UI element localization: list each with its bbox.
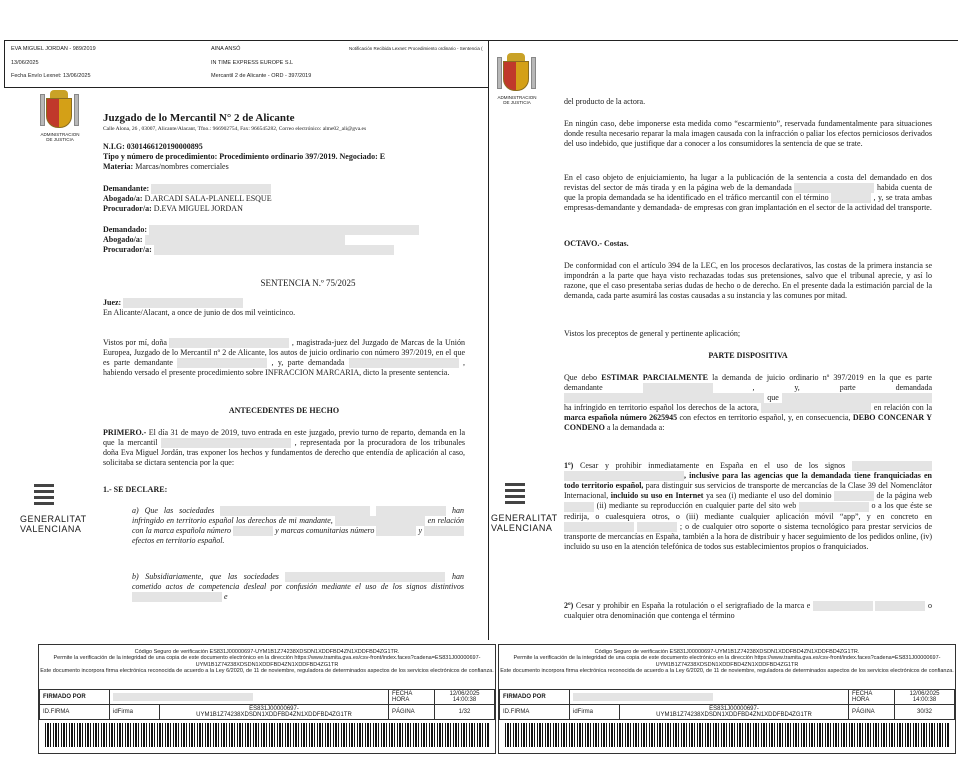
redacted-text xyxy=(169,338,289,348)
footer-text xyxy=(499,649,955,674)
fecha-value: 12/06/2025 14:00:38 xyxy=(435,690,495,705)
redacted-text xyxy=(637,522,677,532)
barcode-icon xyxy=(505,723,949,747)
item-label: 1º) xyxy=(564,461,574,470)
judge-block xyxy=(103,298,513,318)
redacted-text xyxy=(376,506,446,516)
redacted-text xyxy=(285,572,445,582)
generalitat-logo-icon xyxy=(491,479,571,549)
fecha-hora-label: FECHA HORA xyxy=(389,690,435,705)
text-span: Vistos por mí, doña xyxy=(103,338,167,347)
text-span: , y, parte demandada xyxy=(752,383,932,392)
signature-table xyxy=(39,689,495,720)
lexnet-header xyxy=(4,40,530,88)
document-page-left xyxy=(0,0,530,640)
text-span: En el caso objeto de enjuiciamiento, ha lugar a la publicación de la sentencia a costa del demandado en dos revistas del sector de más tirada y en la página web de la demandada xyxy=(564,173,932,192)
footer-text xyxy=(39,649,495,674)
text-span: para distinguir sus servicios de transporte de mercancías de la Clase 39 del Nomenclátor Internacional, xyxy=(564,481,933,501)
sentencia-title: SENTENCIA N.º 75/2025 xyxy=(260,278,356,288)
fecha-hora-label: FECHA HORA xyxy=(849,690,895,705)
text-span: , y, parte demandada xyxy=(271,358,345,368)
r-paragraph-8 xyxy=(564,601,932,621)
paragraph-vistos xyxy=(103,338,465,378)
text-span: que xyxy=(767,393,779,403)
justice-crest-icon xyxy=(40,88,80,148)
text-span: o a los que éste se redirija, o cualesquiera otros, o (iii) mediante cualquier aplicación móvil “app”, y en concreto en xyxy=(564,501,933,521)
materia-label: Materia: xyxy=(103,162,134,171)
text-span: en relación con la marca española número xyxy=(132,516,465,536)
abogado-label: Abogado/a: xyxy=(103,194,143,204)
r-paragraph-2: En ningún caso, debe imponerse esta medida como “escarmiento”, reservada fundamentalmente para situaciones donde resulta necesario reparar la mala imagen causada con la infracción o paliar los efectos perniciosos derivados del uso indebido, que justifique dar a conocer a los consumidores la sentencia de que se trate. xyxy=(564,119,932,148)
generalitat-name: GENERALITAT VALENCIANA xyxy=(491,513,558,533)
redacted-text xyxy=(573,693,713,701)
signer-cell xyxy=(110,690,389,705)
item-label: a) xyxy=(132,506,139,515)
firma-line: Este documento incorpora firma electrónica reconocida de acuerdo a la Ley 6/2020, de 11 de noviembre, reguladora de determinados aspectos de los servicios electrónicos de confianza. xyxy=(40,667,494,674)
court-address: Calle Alona, 26 , 03007, Alicante/Alacant, Tfno.: 966902754, Fax: 966545282, Correo electrónico: alme02_ali@gva.es xyxy=(103,126,367,132)
redacted-text xyxy=(161,438,291,448)
redacted-text xyxy=(643,383,713,393)
header-notification: Notificación Recibida Lexnet: Procedimiento ordinario - Sentencia ( xyxy=(349,46,483,51)
text-span: Cesar y prohibir inmediatamente en España en el uso de los signos xyxy=(573,461,846,470)
text-span: incluido su uso en Internet xyxy=(610,491,704,501)
redacted-text xyxy=(564,522,634,532)
text-span: DEBO CONCENAR Y CONDENO xyxy=(564,413,933,433)
firmado-por-label: FIRMADO POR xyxy=(500,690,570,705)
id-firma-label: ID.FIRMA xyxy=(40,705,110,720)
text-span: ya sea (i) mediante el uso del dominio xyxy=(703,491,832,501)
id-firma-label: ID.FIRMA xyxy=(500,705,570,720)
antecedentes-heading: ANTECEDENTES DE HECHO xyxy=(228,406,340,415)
r-paragraph-1: del producto de la actora. xyxy=(564,97,646,106)
text-span: efectos en territorio español. xyxy=(132,536,225,546)
redacted-text xyxy=(799,502,869,512)
id-firma-sublabel: idFirma xyxy=(570,705,620,720)
text-span: y marcas comunitarias número xyxy=(275,526,375,536)
redacted-text xyxy=(349,358,459,368)
text-span: han infringido en territorio español los derechos de mi mandante, xyxy=(132,506,465,526)
header-company: IN TIME EXPRESS EUROPE S.L xyxy=(211,60,294,66)
text-span: Que debo xyxy=(564,373,602,382)
text-span: con efectos en territorio español, y, en consecuencia, xyxy=(677,413,853,423)
verification-footer-left xyxy=(38,644,496,754)
redacted-text xyxy=(113,693,253,701)
redacted-text xyxy=(564,393,764,403)
id-value: ES831J00000697- UYM1B1Z74238XDSDN1XDDFBD4ZN1XDDFBD4ZG1TR xyxy=(620,705,849,720)
procurador-label: Procurador/a: xyxy=(103,204,152,214)
procurador-value: D.EVA MIGUEL JORDAN xyxy=(153,204,243,214)
octavo-heading: OCTAVO.- Costas. xyxy=(564,239,629,248)
court-title: Juzgado de lo Mercantil N° 2 de Alicante xyxy=(103,112,295,124)
justice-crest-icon xyxy=(497,51,537,111)
id-firma-sublabel: idFirma xyxy=(110,705,160,720)
redacted-text xyxy=(149,225,419,235)
redacted-text xyxy=(220,506,370,516)
header-name: AINA ANSÓ xyxy=(211,46,241,52)
court-heading xyxy=(103,112,513,134)
pagina-value: 30/32 xyxy=(895,705,955,720)
text-span: , y, se trata ambas empresas-demandante y demandada- de empresas con gran implantación en el sector de la actividad del transporte. xyxy=(564,193,933,213)
redacted-text xyxy=(831,193,871,203)
text-span: en relación con la xyxy=(873,403,932,413)
barcode-icon xyxy=(45,723,489,747)
text-span: Cesar y prohibir en España la rotulación o el serigrafiado de la marca e xyxy=(573,601,811,610)
text-span: a la demandada a: xyxy=(604,423,665,433)
text-span: marca española número 2625945 xyxy=(564,413,678,423)
item-a xyxy=(132,506,464,546)
juez-label: Juez: xyxy=(103,298,122,307)
item-label: b) xyxy=(132,572,139,581)
text-span: Que las sociedades xyxy=(144,506,215,515)
redacted-text xyxy=(154,245,394,255)
text-span: ESTIMAR PARCIALMENTE xyxy=(601,373,708,382)
procedure-type: Tipo y número de procedimiento: Procedimiento ordinario 397/2019. Negociado: E xyxy=(103,152,386,161)
item-label: 2º) xyxy=(564,601,574,610)
header-send-date: Fecha Envío Lexnet: 13/06/2025 xyxy=(11,73,91,79)
redacted-text xyxy=(834,491,874,501)
verification-footer-right xyxy=(498,644,956,754)
materia-value: Marcas/nombres comerciales xyxy=(135,162,229,171)
defendants-block xyxy=(103,225,513,255)
declare-heading: 1.- SE DECLARE: xyxy=(103,485,168,494)
crest-caption: ADMINISTRACION DE JUSTICIA xyxy=(40,132,80,142)
redacted-text xyxy=(813,601,873,611)
text-span: , magistrada-juez del Juzgado de Marcas de la Unión Europea, Juzgado de lo Mercantil nº 2 de Alicante, los autos de juicio ordinario con número 397/2019, en el que es parte demandante xyxy=(103,338,465,368)
text-span: , habiendo versado el presente procedimiento sobre INFRACCION MARCARIA, dicto la presente sentencia. xyxy=(103,358,465,378)
text-span: o cualquier otra denominación que contenga el término xyxy=(564,601,933,621)
text-span: ; o de cualquier otro soporte o sistema tecnológico para prestar servicios de transporte de mercancías en España, también a la hora de distribuir y hacer seguimiento de los pedidos online, (iv) incluido su uso en la atención telefónica de todos sus establecimientos propios o franquiciados. xyxy=(564,521,933,551)
signature-table xyxy=(499,689,955,720)
parties-block xyxy=(103,184,513,214)
parte-dispositiva-heading: PARTE DISPOSITIVA xyxy=(708,351,788,360)
header-date: 13/06/2025 xyxy=(11,60,39,66)
signer-cell xyxy=(570,690,849,705)
redacted-text xyxy=(233,526,273,536)
redacted-text xyxy=(761,403,871,413)
pagina-label: PÁGINA xyxy=(389,705,435,720)
text-span: y xyxy=(418,526,422,536)
case-info xyxy=(103,142,513,172)
fecha-value: 12/06/2025 14:00:38 xyxy=(895,690,955,705)
crest-caption: ADMINISTRACION DE JUSTICIA xyxy=(497,95,537,105)
redacted-text xyxy=(424,526,464,536)
text-span: (ii) mediante su reproducción en cualquier parte del sito web xyxy=(596,501,797,511)
abogado-value: D.ARCADI SALA-PLANELL ESQUE xyxy=(144,194,272,204)
demandado-label: Demandado: xyxy=(103,225,148,234)
redacted-text xyxy=(123,298,243,308)
header-party: EVA MIGUEL JORDAN - 989/2019 xyxy=(11,46,96,52)
text-span: la demanda de juicio ordinario nº 397/2019 en la que es parte demandante xyxy=(564,373,932,392)
redacted-text xyxy=(132,592,222,602)
text-span: de la página web xyxy=(876,491,933,501)
procurador-label: Procurador/a: xyxy=(103,245,152,255)
place-date: En Alicante/Alacant, a once de junio de dos mil veinticinco. xyxy=(103,308,296,318)
paragraph-primero xyxy=(103,428,465,468)
r-paragraph-6 xyxy=(564,373,932,433)
redacted-text xyxy=(145,235,345,245)
redacted-text xyxy=(875,601,925,611)
primero-label: PRIMERO.- xyxy=(103,428,147,437)
text-span: , representada por la procuradora de los tribunales doña Eva Miguel Jordán, tras exponer los hechos y fundamentos de derecho que entendía de aplicación al caso, solicitaba se dictara sentencia por la que: xyxy=(103,438,466,468)
r-paragraph-5: Vistos los preceptos de general y pertinente aplicación; xyxy=(564,329,741,338)
text-span: ha infringido en territorio español los derechos de la actora, xyxy=(564,403,759,413)
text-span: Subsidiariamente, que las sociedades xyxy=(145,572,279,581)
redacted-text xyxy=(782,393,932,403)
redacted-text xyxy=(852,461,932,471)
redacted-text xyxy=(177,358,267,368)
permit-line: Permite la verificación de la integridad de una copia de este documento electrónico en la dirección https://www.tramita.gva.es/csv-front/index.faces?cadena=ES831J00000697-UYM1B1Z74238XDSDN1XDDFBD4ZN1XDDFBD4ZG1TR xyxy=(53,655,481,668)
redacted-text xyxy=(564,471,684,481)
firmado-por-label: FIRMADO POR xyxy=(40,690,110,705)
nig: N.I.G: 0301466120190000895 xyxy=(103,142,203,151)
csv-line: Código Seguro de verificación ES831J00000697-UYM1B1Z74238XDSDN1XDDFBD4ZN1XDDFBD4ZG1TR. xyxy=(134,649,400,655)
demandante-label: Demandante: xyxy=(103,184,150,193)
r-paragraph-3 xyxy=(564,173,932,213)
id-value: ES831J00000697- UYM1B1Z74238XDSDN1XDDFBD4ZN1XDDFBD4ZG1TR xyxy=(160,705,389,720)
permit-line: Permite la verificación de la integridad de una copia de este documento electrónico en la dirección https://www.tramita.gva.es/csv-front/index.faces?cadena=ES831J00000697-UYM1B1Z74238XDSDN1XDDFBD4ZN1XDDFBD4ZG1TR xyxy=(513,655,941,668)
text-span: han cometido actos de competencia desleal por confusión mediante el uso de los signos distintivos xyxy=(132,572,465,592)
r-paragraph-7 xyxy=(564,461,932,552)
item-b xyxy=(132,572,464,602)
pagina-label: PÁGINA xyxy=(849,705,895,720)
redacted-text xyxy=(335,516,425,526)
text-span: , inclusive para las agencias que la demandada tiene franquiciadas en todo territorio español, xyxy=(564,471,932,491)
r-paragraph-4: De conformidad con el artículo 394 de la LEC, en los procesos declarativos, las costas de la primera instancia se impondrán a la parte que haya visto rechazadas todas sus pretensiones, salvo que el tribunal aprecie, y así lo razone, que el caso presentaba serias dudas de hecho o de derecho. En el presente dada la estimación parcial de la demanda, cada parte asumirá las costas causadas a su instancia y las comunes por mitad. xyxy=(564,261,932,300)
generalitat-logo-icon xyxy=(20,480,100,550)
header-court: Mercantil 2 de Alicante - ORD - 397/2019 xyxy=(211,73,312,79)
redacted-text xyxy=(376,526,416,536)
text-span: e xyxy=(224,592,228,602)
firma-line: Este documento incorpora firma electrónica reconocida de acuerdo a la Ley 6/2020, de 11 de noviembre, reguladora de determinados aspectos de los servicios electrónicos de confianza. xyxy=(500,667,954,674)
redacted-text xyxy=(794,183,874,193)
document-page-right xyxy=(488,40,958,640)
abogado-label: Abogado/a: xyxy=(103,235,143,245)
generalitat-name: GENERALITAT VALENCIANA xyxy=(20,514,87,534)
csv-line: Código Seguro de verificación ES831J00000697-UYM1B1Z74238XDSDN1XDDFBD4ZN1XDDFBD4ZG1TR. xyxy=(594,649,860,655)
text-span: habida cuenta de que la propia demandada se ha identificado en el tráfico mercantil con el término xyxy=(564,183,933,203)
text-span: El día 31 de mayo de 2019, tuvo entrada en este juzgado, previo turno de reparto, demanda en la que la mercantil xyxy=(103,428,465,447)
redacted-text xyxy=(151,184,271,194)
pagina-value: 1/32 xyxy=(435,705,495,720)
